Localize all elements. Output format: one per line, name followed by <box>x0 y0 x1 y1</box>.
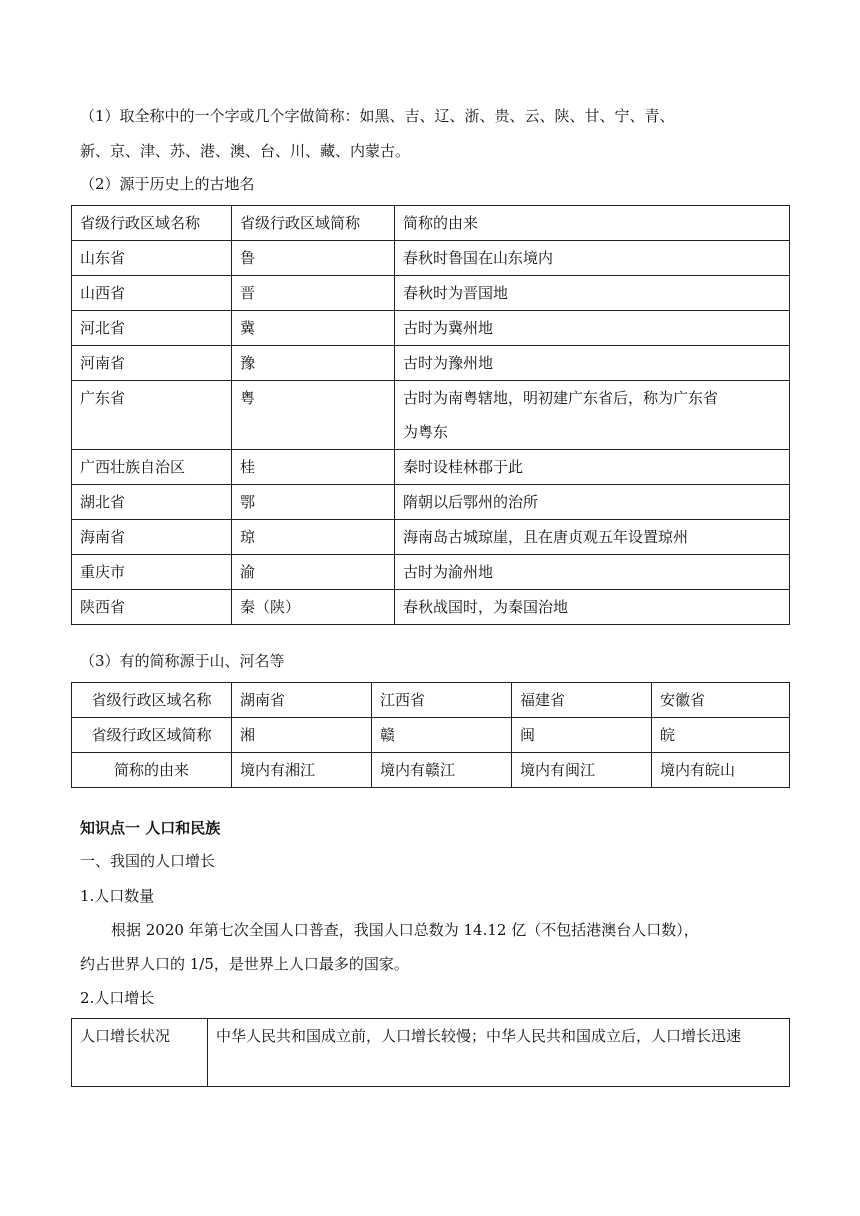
province-cell: 广西壮族自治区 <box>72 450 232 485</box>
province-cell: 广东省 <box>72 381 232 450</box>
origin-cell: 古时为冀州地 <box>395 311 790 346</box>
abbr-cell: 琼 <box>232 520 395 555</box>
header-cell: 省级行政区域简称 <box>232 206 395 241</box>
row-label: 省级行政区域名称 <box>72 683 232 718</box>
paragraph-line-2: 约占世界人口的 1/5，是世界上人口最多的国家。 <box>80 955 409 973</box>
table-row <box>72 381 790 450</box>
province-cell: 山东省 <box>72 241 232 276</box>
subheading-population-growth: 一、我国的人口增长 <box>80 852 216 870</box>
origin-cell: 秦时设桂林郡于此 <box>395 450 790 485</box>
abbr-cell: 渝 <box>232 555 395 590</box>
section-3-heading: （3）有的简称源于山、河名等 <box>80 652 285 670</box>
abbr-cell: 秦（陕） <box>232 590 395 625</box>
origin-cell: 隋朝以后鄂州的治所 <box>395 485 790 520</box>
origin-cell: 古时为豫州地 <box>395 346 790 381</box>
history-names-table <box>71 205 790 625</box>
origin-cell <box>395 381 790 450</box>
row-label: 简称的由来 <box>72 753 232 788</box>
abbr-cell: 湘 <box>232 718 372 753</box>
origin-cell: 境内有皖山 <box>652 753 790 788</box>
population-growth-table <box>71 1018 790 1087</box>
abbr-cell: 鄂 <box>232 485 395 520</box>
province-cell: 河北省 <box>72 311 232 346</box>
province-cell: 海南省 <box>72 520 232 555</box>
table-row <box>72 590 790 625</box>
origin-cell: 春秋时为晋国地 <box>395 276 790 311</box>
origin-cell: 境内有湘江 <box>232 753 372 788</box>
table-row <box>72 450 790 485</box>
abbr-cell: 粤 <box>232 381 395 450</box>
province-cell: 安徽省 <box>652 683 790 718</box>
abbr-cell: 晋 <box>232 276 395 311</box>
table-row <box>72 1019 790 1087</box>
origin-cell: 境内有闽江 <box>512 753 652 788</box>
table-row <box>72 718 790 753</box>
knowledge-point-title: 知识点一 人口和民族 <box>80 819 221 837</box>
province-cell: 湖北省 <box>72 485 232 520</box>
table-row <box>72 485 790 520</box>
origin-cell: 古时为渝州地 <box>395 555 790 590</box>
province-cell: 山西省 <box>72 276 232 311</box>
province-cell: 湖南省 <box>232 683 372 718</box>
table-row <box>72 311 790 346</box>
province-cell: 河南省 <box>72 346 232 381</box>
abbr-cell: 豫 <box>232 346 395 381</box>
row-label: 省级行政区域简称 <box>72 718 232 753</box>
abbr-cell: 鲁 <box>232 241 395 276</box>
mountain-river-table <box>71 682 790 788</box>
table-row <box>72 346 790 381</box>
province-cell: 重庆市 <box>72 555 232 590</box>
table-row <box>72 683 790 718</box>
province-cell: 陕西省 <box>72 590 232 625</box>
table-header-row <box>72 206 790 241</box>
subheading-population-size: 1.人口数量 <box>80 887 155 905</box>
growth-value-cell: 中华人民共和国成立前，人口增长较慢；中华人民共和国成立后，人口增长迅速 <box>208 1019 790 1087</box>
origin-cell: 海南岛古城琼崖，且在唐贞观五年设置琼州 <box>395 520 790 555</box>
header-cell: 省级行政区域名称 <box>72 206 232 241</box>
abbr-cell: 皖 <box>652 718 790 753</box>
section-2-heading: （2）源于历史上的古地名 <box>80 175 255 193</box>
intro-line-2: 新、京、津、苏、港、澳、台、川、藏、内蒙古。 <box>80 142 411 160</box>
abbr-cell: 桂 <box>232 450 395 485</box>
table-row <box>72 555 790 590</box>
subheading-growth: 2.人口增长 <box>80 989 155 1007</box>
header-cell: 简称的由来 <box>395 206 790 241</box>
origin-cell-line: 为粤东 <box>403 423 449 441</box>
province-cell: 福建省 <box>512 683 652 718</box>
table-row <box>72 520 790 555</box>
table-row <box>72 753 790 788</box>
origin-cell: 春秋时鲁国在山东境内 <box>395 241 790 276</box>
origin-cell: 境内有赣江 <box>372 753 512 788</box>
table-row <box>72 241 790 276</box>
origin-cell: 春秋战国时，为秦国治地 <box>395 590 790 625</box>
paragraph-line-1: 根据 2020 年第七次全国人口普查，我国人口总数为 14.12 亿（不包括港澳台人口数）， <box>111 921 699 939</box>
province-cell: 江西省 <box>372 683 512 718</box>
abbr-cell: 冀 <box>232 311 395 346</box>
growth-label-cell: 人口增长状况 <box>72 1019 208 1087</box>
abbr-cell: 赣 <box>372 718 512 753</box>
table-row <box>72 276 790 311</box>
origin-cell-line: 古时为南粤辖地，明初建广东省后，称为广东省 <box>403 389 719 407</box>
intro-line-1: （1）取全称中的一个字或几个字做简称：如黑、吉、辽、浙、贵、云、陕、甘、宁、青、 <box>80 107 675 125</box>
abbr-cell: 闽 <box>512 718 652 753</box>
